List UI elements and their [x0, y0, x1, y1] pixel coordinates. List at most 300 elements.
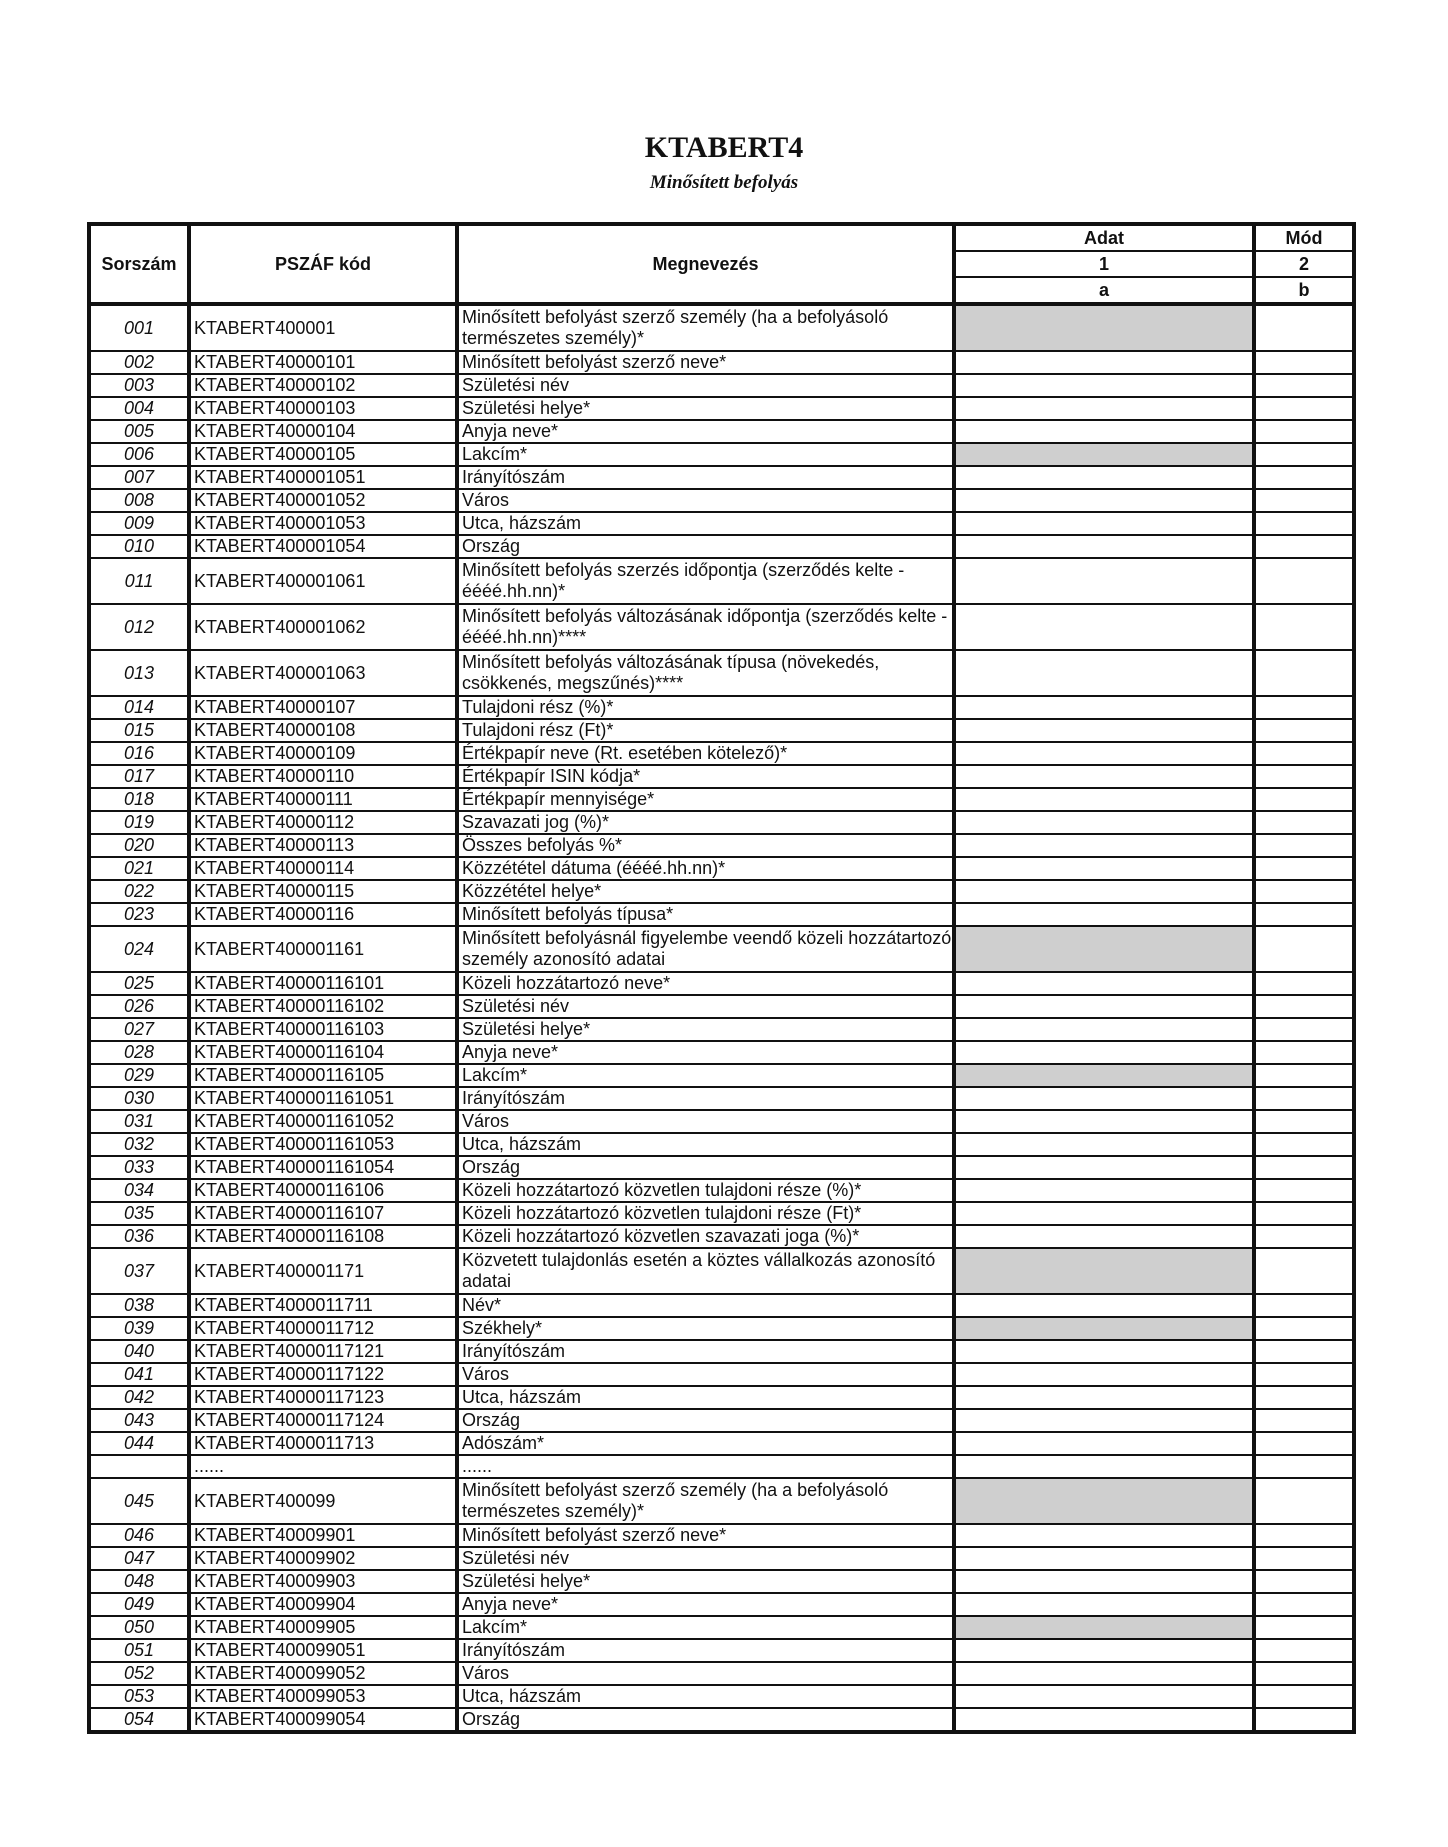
row-number: 045 — [89, 1478, 189, 1524]
row-code: KTABERT40000104 — [189, 420, 457, 443]
mod-cell[interactable] — [1254, 1570, 1354, 1593]
table-row — [89, 1294, 1354, 1317]
row-number: 007 — [89, 466, 189, 489]
mod-cell[interactable] — [1254, 512, 1354, 535]
row-code: KTABERT400099054 — [189, 1708, 457, 1732]
row-number: 005 — [89, 420, 189, 443]
adat-cell[interactable] — [954, 374, 1254, 397]
header-mod-letter: b — [1254, 277, 1354, 304]
table-row — [89, 374, 1354, 397]
mod-cell[interactable] — [1254, 1455, 1354, 1478]
row-description: Értékpapír mennyisége* — [457, 788, 954, 811]
mod-cell[interactable] — [1254, 351, 1354, 374]
mod-cell[interactable] — [1254, 1524, 1354, 1547]
table-row — [89, 1409, 1354, 1432]
row-number: 002 — [89, 351, 189, 374]
adat-cell[interactable] — [954, 489, 1254, 512]
mod-cell[interactable] — [1254, 765, 1354, 788]
mod-cell[interactable] — [1254, 1110, 1354, 1133]
row-code: KTABERT4000011713 — [189, 1432, 457, 1455]
table-row — [89, 1179, 1354, 1202]
mod-cell[interactable] — [1254, 926, 1354, 972]
adat-cell-shaded — [954, 1248, 1254, 1294]
row-number: 020 — [89, 834, 189, 857]
row-description: Lakcím* — [457, 443, 954, 466]
row-number: 026 — [89, 995, 189, 1018]
mod-cell[interactable] — [1254, 1386, 1354, 1409]
row-number: 051 — [89, 1639, 189, 1662]
adat-cell[interactable] — [954, 880, 1254, 903]
mod-cell[interactable] — [1254, 1662, 1354, 1685]
adat-cell[interactable] — [954, 1156, 1254, 1179]
row-code: KTABERT400001161053 — [189, 1133, 457, 1156]
mod-cell[interactable] — [1254, 1133, 1354, 1156]
adat-cell[interactable] — [954, 857, 1254, 880]
row-number: 031 — [89, 1110, 189, 1133]
adat-cell[interactable] — [954, 1524, 1254, 1547]
adat-cell[interactable] — [954, 1639, 1254, 1662]
row-code: KTABERT40000116106 — [189, 1179, 457, 1202]
table-row — [89, 466, 1354, 489]
row-number: 024 — [89, 926, 189, 972]
row-description: Értékpapír neve (Rt. esetében kötelező)* — [457, 742, 954, 765]
row-code: KTABERT400001161 — [189, 926, 457, 972]
row-number: 010 — [89, 535, 189, 558]
mod-cell[interactable] — [1254, 1685, 1354, 1708]
header-adat: Adat — [954, 224, 1254, 251]
row-code: KTABERT40000109 — [189, 742, 457, 765]
row-number: 048 — [89, 1570, 189, 1593]
row-code: KTABERT40000116101 — [189, 972, 457, 995]
mod-cell[interactable] — [1254, 604, 1354, 650]
adat-cell[interactable] — [954, 834, 1254, 857]
adat-cell[interactable] — [954, 1685, 1254, 1708]
table-row — [89, 1110, 1354, 1133]
row-number: 013 — [89, 650, 189, 696]
row-code: KTABERT40000116108 — [189, 1225, 457, 1248]
adat-cell[interactable] — [954, 1432, 1254, 1455]
adat-cell[interactable] — [954, 788, 1254, 811]
mod-cell[interactable] — [1254, 535, 1354, 558]
row-code: KTABERT400001052 — [189, 489, 457, 512]
table-row — [89, 1639, 1354, 1662]
mod-cell[interactable] — [1254, 1087, 1354, 1110]
row-description: Minősített befolyás szerzés időpontja (szerződés kelte - éééé.hh.nn)* — [457, 558, 954, 604]
row-description: Összes befolyás %* — [457, 834, 954, 857]
row-number: 034 — [89, 1179, 189, 1202]
row-code: KTABERT40000103 — [189, 397, 457, 420]
row-code: KTABERT40000117122 — [189, 1363, 457, 1386]
mod-cell[interactable] — [1254, 742, 1354, 765]
mod-cell[interactable] — [1254, 1179, 1354, 1202]
adat-cell[interactable] — [954, 604, 1254, 650]
row-code: KTABERT40000101 — [189, 351, 457, 374]
row-number: 022 — [89, 880, 189, 903]
row-description: Város — [457, 1662, 954, 1685]
row-description: Utca, házszám — [457, 1685, 954, 1708]
adat-cell[interactable] — [954, 1662, 1254, 1685]
row-description: Minősített befolyást szerző neve* — [457, 1524, 954, 1547]
table-row — [89, 1064, 1354, 1087]
adat-cell[interactable] — [954, 535, 1254, 558]
adat-cell[interactable] — [954, 995, 1254, 1018]
row-code: KTABERT40009901 — [189, 1524, 457, 1547]
row-description: Minősített befolyás típusa* — [457, 903, 954, 926]
row-description: Tulajdoni rész (Ft)* — [457, 719, 954, 742]
row-description: Szavazati jog (%)* — [457, 811, 954, 834]
mod-cell[interactable] — [1254, 304, 1354, 351]
table-header — [89, 224, 1354, 304]
mod-cell[interactable] — [1254, 1639, 1354, 1662]
adat-cell[interactable] — [954, 903, 1254, 926]
row-code: KTABERT40000116104 — [189, 1041, 457, 1064]
adat-cell[interactable] — [954, 1087, 1254, 1110]
row-number: 053 — [89, 1685, 189, 1708]
table-row — [89, 926, 1354, 972]
row-description: Közvetett tulajdonlás esetén a köztes vállalkozás azonosító adatai — [457, 1248, 954, 1294]
row-number: 001 — [89, 304, 189, 351]
adat-cell[interactable] — [954, 558, 1254, 604]
mod-cell[interactable] — [1254, 1202, 1354, 1225]
row-code: KTABERT40009903 — [189, 1570, 457, 1593]
table-row — [89, 903, 1354, 926]
row-code: KTABERT400001053 — [189, 512, 457, 535]
table-row — [89, 1570, 1354, 1593]
row-code: KTABERT400001063 — [189, 650, 457, 696]
table-row — [89, 880, 1354, 903]
mod-cell[interactable] — [1254, 397, 1354, 420]
row-code: KTABERT4000011712 — [189, 1317, 457, 1340]
row-description: Utca, házszám — [457, 1133, 954, 1156]
mod-cell[interactable] — [1254, 811, 1354, 834]
mod-cell[interactable] — [1254, 880, 1354, 903]
row-code: KTABERT40000107 — [189, 696, 457, 719]
adat-cell[interactable] — [954, 1455, 1254, 1478]
adat-cell[interactable] — [954, 1202, 1254, 1225]
mod-cell[interactable] — [1254, 834, 1354, 857]
table-row — [89, 1248, 1354, 1294]
mod-cell[interactable] — [1254, 1317, 1354, 1340]
adat-cell[interactable] — [954, 742, 1254, 765]
adat-cell[interactable] — [954, 1340, 1254, 1363]
row-description: Közeli hozzátartozó közvetlen tulajdoni része (%)* — [457, 1179, 954, 1202]
row-number: 042 — [89, 1386, 189, 1409]
mod-cell[interactable] — [1254, 903, 1354, 926]
adat-cell[interactable] — [954, 466, 1254, 489]
table-row — [89, 1041, 1354, 1064]
adat-cell[interactable] — [954, 397, 1254, 420]
row-code: KTABERT400001061 — [189, 558, 457, 604]
row-number: 046 — [89, 1524, 189, 1547]
row-number: 006 — [89, 443, 189, 466]
adat-cell-shaded — [954, 1064, 1254, 1087]
mod-cell[interactable] — [1254, 1708, 1354, 1732]
row-number: 019 — [89, 811, 189, 834]
header-adat-letter: a — [954, 277, 1254, 304]
row-number: 021 — [89, 857, 189, 880]
row-number: 014 — [89, 696, 189, 719]
row-code: KTABERT40000116107 — [189, 1202, 457, 1225]
row-number: 009 — [89, 512, 189, 535]
mod-cell[interactable] — [1254, 1248, 1354, 1294]
row-code: KTABERT40000117124 — [189, 1409, 457, 1432]
row-code: KTABERT400001161052 — [189, 1110, 457, 1133]
adat-cell[interactable] — [954, 696, 1254, 719]
mod-cell[interactable] — [1254, 1041, 1354, 1064]
mod-cell[interactable] — [1254, 972, 1354, 995]
adat-cell[interactable] — [954, 420, 1254, 443]
header-pszaf-kod: PSZÁF kód — [189, 224, 457, 304]
row-number: 044 — [89, 1432, 189, 1455]
mod-cell[interactable] — [1254, 1294, 1354, 1317]
row-number: 018 — [89, 788, 189, 811]
row-description: Adószám* — [457, 1432, 954, 1455]
row-number: 041 — [89, 1363, 189, 1386]
table-row — [89, 512, 1354, 535]
table-row — [89, 304, 1354, 351]
row-description: Születési név — [457, 374, 954, 397]
table-row — [89, 1156, 1354, 1179]
row-number: 008 — [89, 489, 189, 512]
mod-cell[interactable] — [1254, 420, 1354, 443]
row-description: Születési név — [457, 995, 954, 1018]
row-code: KTABERT40000105 — [189, 443, 457, 466]
header-mod: Mód — [1254, 224, 1354, 251]
row-number: 023 — [89, 903, 189, 926]
table-row — [89, 1202, 1354, 1225]
row-code: KTABERT40000117121 — [189, 1340, 457, 1363]
adat-cell[interactable] — [954, 1041, 1254, 1064]
adat-cell[interactable] — [954, 1225, 1254, 1248]
adat-cell[interactable] — [954, 650, 1254, 696]
row-code: ...... — [189, 1455, 457, 1478]
table-row — [89, 604, 1354, 650]
row-code: KTABERT40000102 — [189, 374, 457, 397]
row-code: KTABERT40000116 — [189, 903, 457, 926]
mod-cell[interactable] — [1254, 1225, 1354, 1248]
mod-cell[interactable] — [1254, 788, 1354, 811]
row-description: Irányítószám — [457, 1087, 954, 1110]
row-description: Minősített befolyást szerző személy (ha a befolyásoló természetes személy)* — [457, 304, 954, 351]
row-code: KTABERT400099052 — [189, 1662, 457, 1685]
mod-cell[interactable] — [1254, 1156, 1354, 1179]
page-subtitle: Minősített befolyás — [649, 172, 799, 193]
mod-cell[interactable] — [1254, 1478, 1354, 1524]
mod-cell[interactable] — [1254, 489, 1354, 512]
row-code: KTABERT400001161051 — [189, 1087, 457, 1110]
row-code: KTABERT40000110 — [189, 765, 457, 788]
row-description: Közeli hozzátartozó közvetlen tulajdoni része (Ft)* — [457, 1202, 954, 1225]
adat-cell[interactable] — [954, 1570, 1254, 1593]
row-code: KTABERT400001054 — [189, 535, 457, 558]
row-number: 035 — [89, 1202, 189, 1225]
mod-cell[interactable] — [1254, 995, 1354, 1018]
row-code: KTABERT400001051 — [189, 466, 457, 489]
adat-cell[interactable] — [954, 1547, 1254, 1570]
table-row — [89, 719, 1354, 742]
adat-cell[interactable] — [954, 1363, 1254, 1386]
adat-cell[interactable] — [954, 1294, 1254, 1317]
row-description: Minősített befolyást szerző személy (ha a befolyásoló természetes személy)* — [457, 1478, 954, 1524]
table-row — [89, 420, 1354, 443]
row-number: 003 — [89, 374, 189, 397]
row-description: Irányítószám — [457, 1639, 954, 1662]
mod-cell[interactable] — [1254, 1064, 1354, 1087]
row-description: Minősített befolyásnál figyelembe veendő közeli hozzátartozó személy azonosító adatai — [457, 926, 954, 972]
adat-cell[interactable] — [954, 972, 1254, 995]
mod-cell[interactable] — [1254, 1018, 1354, 1041]
table-row — [89, 489, 1354, 512]
adat-cell-shaded — [954, 443, 1254, 466]
row-code: KTABERT4000011711 — [189, 1294, 457, 1317]
row-code: KTABERT40000113 — [189, 834, 457, 857]
row-description: Ország — [457, 1708, 954, 1732]
adat-cell[interactable] — [954, 1708, 1254, 1732]
table-row — [89, 1340, 1354, 1363]
row-number: 011 — [89, 558, 189, 604]
row-description: Minősített befolyás változásának időpontja (szerződés kelte - éééé.hh.nn)**** — [457, 604, 954, 650]
row-description: Születési helye* — [457, 397, 954, 420]
row-number: 028 — [89, 1041, 189, 1064]
row-description: Város — [457, 1110, 954, 1133]
row-number: 050 — [89, 1616, 189, 1639]
row-number: 052 — [89, 1662, 189, 1685]
row-description: Utca, házszám — [457, 512, 954, 535]
table-row — [89, 1018, 1354, 1041]
mod-cell[interactable] — [1254, 1363, 1354, 1386]
row-code: KTABERT40000108 — [189, 719, 457, 742]
adat-cell[interactable] — [954, 1179, 1254, 1202]
row-description: Közzététel dátuma (éééé.hh.nn)* — [457, 857, 954, 880]
row-number: 039 — [89, 1317, 189, 1340]
mod-cell[interactable] — [1254, 374, 1354, 397]
adat-cell[interactable] — [954, 1133, 1254, 1156]
row-description: Ország — [457, 1156, 954, 1179]
table-row — [89, 351, 1354, 374]
mod-cell[interactable] — [1254, 1547, 1354, 1570]
row-code: KTABERT40009904 — [189, 1593, 457, 1616]
row-code: KTABERT40000117123 — [189, 1386, 457, 1409]
row-description: Lakcím* — [457, 1616, 954, 1639]
row-description: Utca, házszám — [457, 1386, 954, 1409]
adat-cell[interactable] — [954, 1593, 1254, 1616]
row-number: 029 — [89, 1064, 189, 1087]
table-row — [89, 1524, 1354, 1547]
adat-cell[interactable] — [954, 719, 1254, 742]
row-code: KTABERT40009905 — [189, 1616, 457, 1639]
mod-cell[interactable] — [1254, 1616, 1354, 1639]
table-row — [89, 765, 1354, 788]
mod-cell[interactable] — [1254, 650, 1354, 696]
mod-cell[interactable] — [1254, 1593, 1354, 1616]
mod-cell[interactable] — [1254, 443, 1354, 466]
row-number: 049 — [89, 1593, 189, 1616]
table-row — [89, 972, 1354, 995]
mod-cell[interactable] — [1254, 696, 1354, 719]
row-code: KTABERT400001171 — [189, 1248, 457, 1294]
mod-cell[interactable] — [1254, 1340, 1354, 1363]
adat-cell[interactable] — [954, 1386, 1254, 1409]
table-row — [89, 696, 1354, 719]
row-description: Minősített befolyás változásának típusa (növekedés, csökkenés, megszűnés)**** — [457, 650, 954, 696]
table-row — [89, 857, 1354, 880]
header-mod-number: 2 — [1254, 251, 1354, 277]
table-row — [89, 1225, 1354, 1248]
row-code: KTABERT400099051 — [189, 1639, 457, 1662]
adat-cell[interactable] — [954, 811, 1254, 834]
row-description: Születési név — [457, 1547, 954, 1570]
row-description: Név* — [457, 1294, 954, 1317]
row-number: 027 — [89, 1018, 189, 1041]
row-description: Közeli hozzátartozó közvetlen szavazati joga (%)* — [457, 1225, 954, 1248]
row-number: 030 — [89, 1087, 189, 1110]
table-row — [89, 650, 1354, 696]
row-number: 047 — [89, 1547, 189, 1570]
table-row — [89, 535, 1354, 558]
mod-cell[interactable] — [1254, 466, 1354, 489]
adat-cell-shaded — [954, 1616, 1254, 1639]
row-description: Ország — [457, 1409, 954, 1432]
row-number: 012 — [89, 604, 189, 650]
row-number: 043 — [89, 1409, 189, 1432]
adat-cell[interactable] — [954, 1110, 1254, 1133]
adat-cell[interactable] — [954, 512, 1254, 535]
table-row — [89, 1708, 1354, 1732]
table-row — [89, 397, 1354, 420]
mod-cell[interactable] — [1254, 558, 1354, 604]
table-row — [89, 1616, 1354, 1639]
row-number: 004 — [89, 397, 189, 420]
table-row — [89, 742, 1354, 765]
row-code: KTABERT40000111 — [189, 788, 457, 811]
row-code: KTABERT40000116102 — [189, 995, 457, 1018]
header-adat-number: 1 — [954, 251, 1254, 277]
table-row — [89, 1087, 1354, 1110]
table-row — [89, 1386, 1354, 1409]
adat-cell[interactable] — [954, 1409, 1254, 1432]
row-code: KTABERT40000115 — [189, 880, 457, 903]
table-row — [89, 1547, 1354, 1570]
adat-cell-shaded — [954, 926, 1254, 972]
row-number: 054 — [89, 1708, 189, 1732]
mod-cell[interactable] — [1254, 1409, 1354, 1432]
table-row — [89, 788, 1354, 811]
row-description: Minősített befolyást szerző neve* — [457, 351, 954, 374]
mod-cell[interactable] — [1254, 857, 1354, 880]
row-number: 017 — [89, 765, 189, 788]
adat-cell-shaded — [954, 1478, 1254, 1524]
table-row — [89, 443, 1354, 466]
row-code: KTABERT400001062 — [189, 604, 457, 650]
row-number: 037 — [89, 1248, 189, 1294]
row-description: Város — [457, 1363, 954, 1386]
row-number: 033 — [89, 1156, 189, 1179]
adat-cell-shaded — [954, 304, 1254, 351]
row-code: KTABERT40000112 — [189, 811, 457, 834]
adat-cell[interactable] — [954, 1018, 1254, 1041]
adat-cell[interactable] — [954, 351, 1254, 374]
adat-cell[interactable] — [954, 765, 1254, 788]
row-description: Város — [457, 489, 954, 512]
report-table — [87, 222, 1356, 1734]
row-number: 036 — [89, 1225, 189, 1248]
row-description: Ország — [457, 535, 954, 558]
mod-cell[interactable] — [1254, 719, 1354, 742]
row-description: Anyja neve* — [457, 1041, 954, 1064]
row-number: 015 — [89, 719, 189, 742]
mod-cell[interactable] — [1254, 1432, 1354, 1455]
row-description: Tulajdoni rész (%)* — [457, 696, 954, 719]
